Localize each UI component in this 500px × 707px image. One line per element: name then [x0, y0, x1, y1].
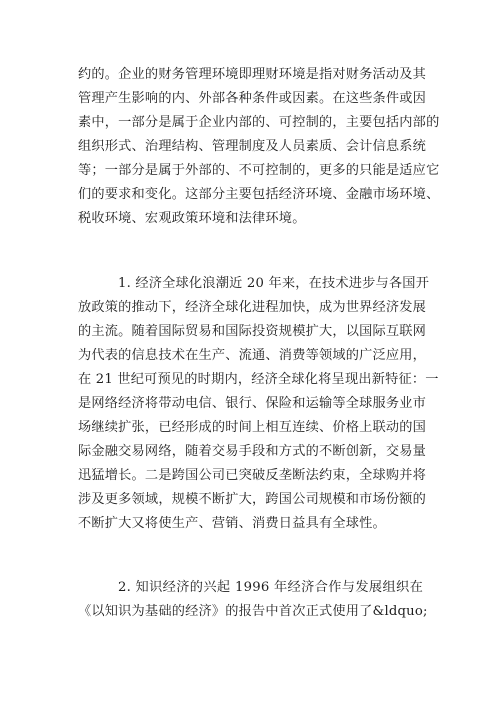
paragraph-globalization-line: 不断扩大又将使生产、营销、消费日益具有全球性。 — [78, 516, 386, 531]
paragraph-intro-line: 约的。企业的财务管理环境即理财环境是指对财务活动及其 — [78, 67, 427, 82]
paragraph-intro-line: 组织形式、治理结构、管理制度及人员素质、会计信息系统 — [78, 139, 427, 154]
paragraph-globalization-line: 是网络经济将带动电信、银行、保险和运输等全球服务业市 — [78, 396, 427, 411]
paragraph-intro-line: 等；一部分是属于外部的、不可控制的，更多的只能是适应它 — [78, 163, 440, 178]
paragraph-globalization-line: 涉及更多领域，规模不断扩大，跨国公司规模和市场份额的 — [78, 492, 427, 507]
paragraph-globalization-line: 场继续扩张，已经形成的时间上相互连续、价格上联动的国 — [78, 420, 427, 435]
paragraph-globalization-line: 的主流。随着国际贸易和国际投资规模扩大，以国际互联网 — [78, 324, 427, 339]
paragraph-globalization-line: 1. 经济全球化浪潮近 20 年来，在技术进步与各国开 — [118, 276, 430, 291]
paragraph-globalization-line: 放政策的推动下，经济全球化进程加快，成为世界经济发展 — [78, 300, 427, 315]
paragraph-globalization-line: 为代表的信息技术在生产、流通、消费等领域的广泛应用， — [78, 348, 427, 363]
paragraph-knowledge-line: 《以知识为基础的经济》的报告中首次正式使用了&ldquo; — [78, 604, 428, 619]
paragraph-globalization-line: 际金融交易网络，随着交易手段和方式的不断创新，交易量 — [78, 444, 427, 459]
paragraph-intro-line: 们的要求和变化。这部分主要包括经济环境、金融市场环境、 — [78, 187, 440, 202]
paragraph-intro-line: 素中，一部分是属于企业内部的、可控制的，主要包括内部的 — [78, 115, 440, 130]
paragraph-knowledge-line: 2. 知识经济的兴起 1996 年经济合作与发展组织在 — [118, 580, 423, 595]
paragraph-intro-line: 管理产生影响的内、外部各种条件或因素。在这些条件或因 — [78, 91, 427, 106]
paragraph-globalization-line: 迅猛增长。二是跨国公司已突破反垄断法约束，全球购并将 — [78, 468, 427, 483]
paragraph-globalization-line: 在 21 世纪可预见的时期内，经济全球化将呈现出新特征：一 — [78, 372, 439, 387]
paragraph-intro-line: 税收环境、宏观政策环境和法律环境。 — [78, 211, 306, 226]
